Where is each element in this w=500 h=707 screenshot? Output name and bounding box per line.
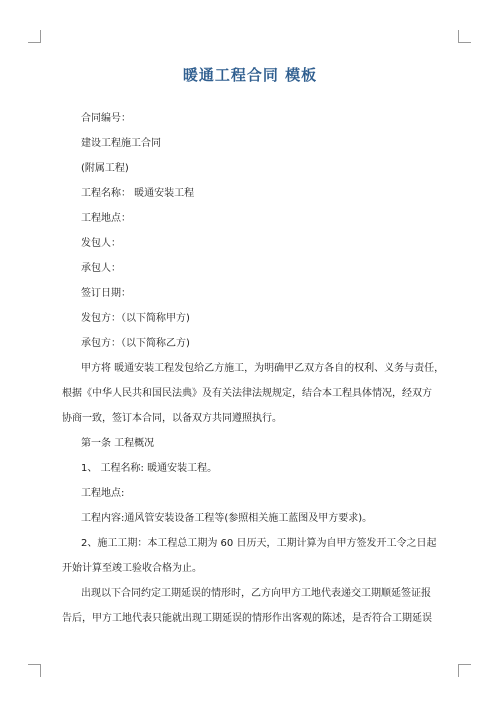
project-name-line: 工程名称： 暖通安装工程 <box>81 188 195 199</box>
clause-duration-line-1: 2、施工工期：本工程总工期为 60 日历天，工期计算为自甲方签发开工令之日起 <box>81 538 437 549</box>
clause-duration-line-2: 开始计算至竣工验收合格为止。 <box>62 563 202 574</box>
party-a-line: 发包方：（以下简称甲方) <box>81 313 190 324</box>
crop-mark-bottom-right <box>458 664 471 677</box>
project-location-line: 工程地点： <box>81 213 131 224</box>
clause-delay-line-2: 告后，甲方工地代表只能就出现工期延误的情形作出客观的陈述，是否符合工期延误 <box>62 613 432 624</box>
contract-subtype-line: (附属工程) <box>81 163 129 174</box>
signing-date-line: 签订日期： <box>81 288 131 299</box>
party-b-line: 承包方：（以下简称乙方) <box>81 338 190 349</box>
contract-number-line: 合同编号： <box>81 113 131 124</box>
preamble-line-1: 甲方将 暖通安装工程发包给乙方施工，为明确甲乙双方各自的权利、义务与责任， <box>81 363 445 374</box>
crop-mark-top-left <box>28 30 41 43</box>
contractor-line: 承包人： <box>81 263 121 274</box>
employer-line: 发包人： <box>81 238 121 249</box>
clause-project-location: 工程地点: <box>81 488 125 499</box>
preamble-line-3: 协商一致，签订本合同，以备双方共同遵照执行。 <box>62 413 282 424</box>
preamble-line-2: 根据《中华人民共和国民法典》及有关法律法规规定，结合本工程具体情况，经双方 <box>62 388 432 399</box>
document-title: 暖通工程合同 模板 <box>182 66 318 84</box>
contract-type-line: 建设工程施工合同 <box>81 138 161 149</box>
clause-project-content: 工程内容:通风管安装设备工程等(参照相关施工蓝图及甲方要求)。 <box>81 513 373 524</box>
article-one-heading: 第一条 工程概况 <box>81 438 155 449</box>
crop-mark-bottom-left <box>28 664 41 677</box>
clause-project-name: 1、 工程名称: 暖通安装工程。 <box>81 463 218 474</box>
crop-mark-top-right <box>458 30 471 43</box>
clause-delay-line-1: 出现以下合同约定工期延误的情形时，乙方向甲方工地代表递交工期顺延签证报 <box>81 588 431 599</box>
